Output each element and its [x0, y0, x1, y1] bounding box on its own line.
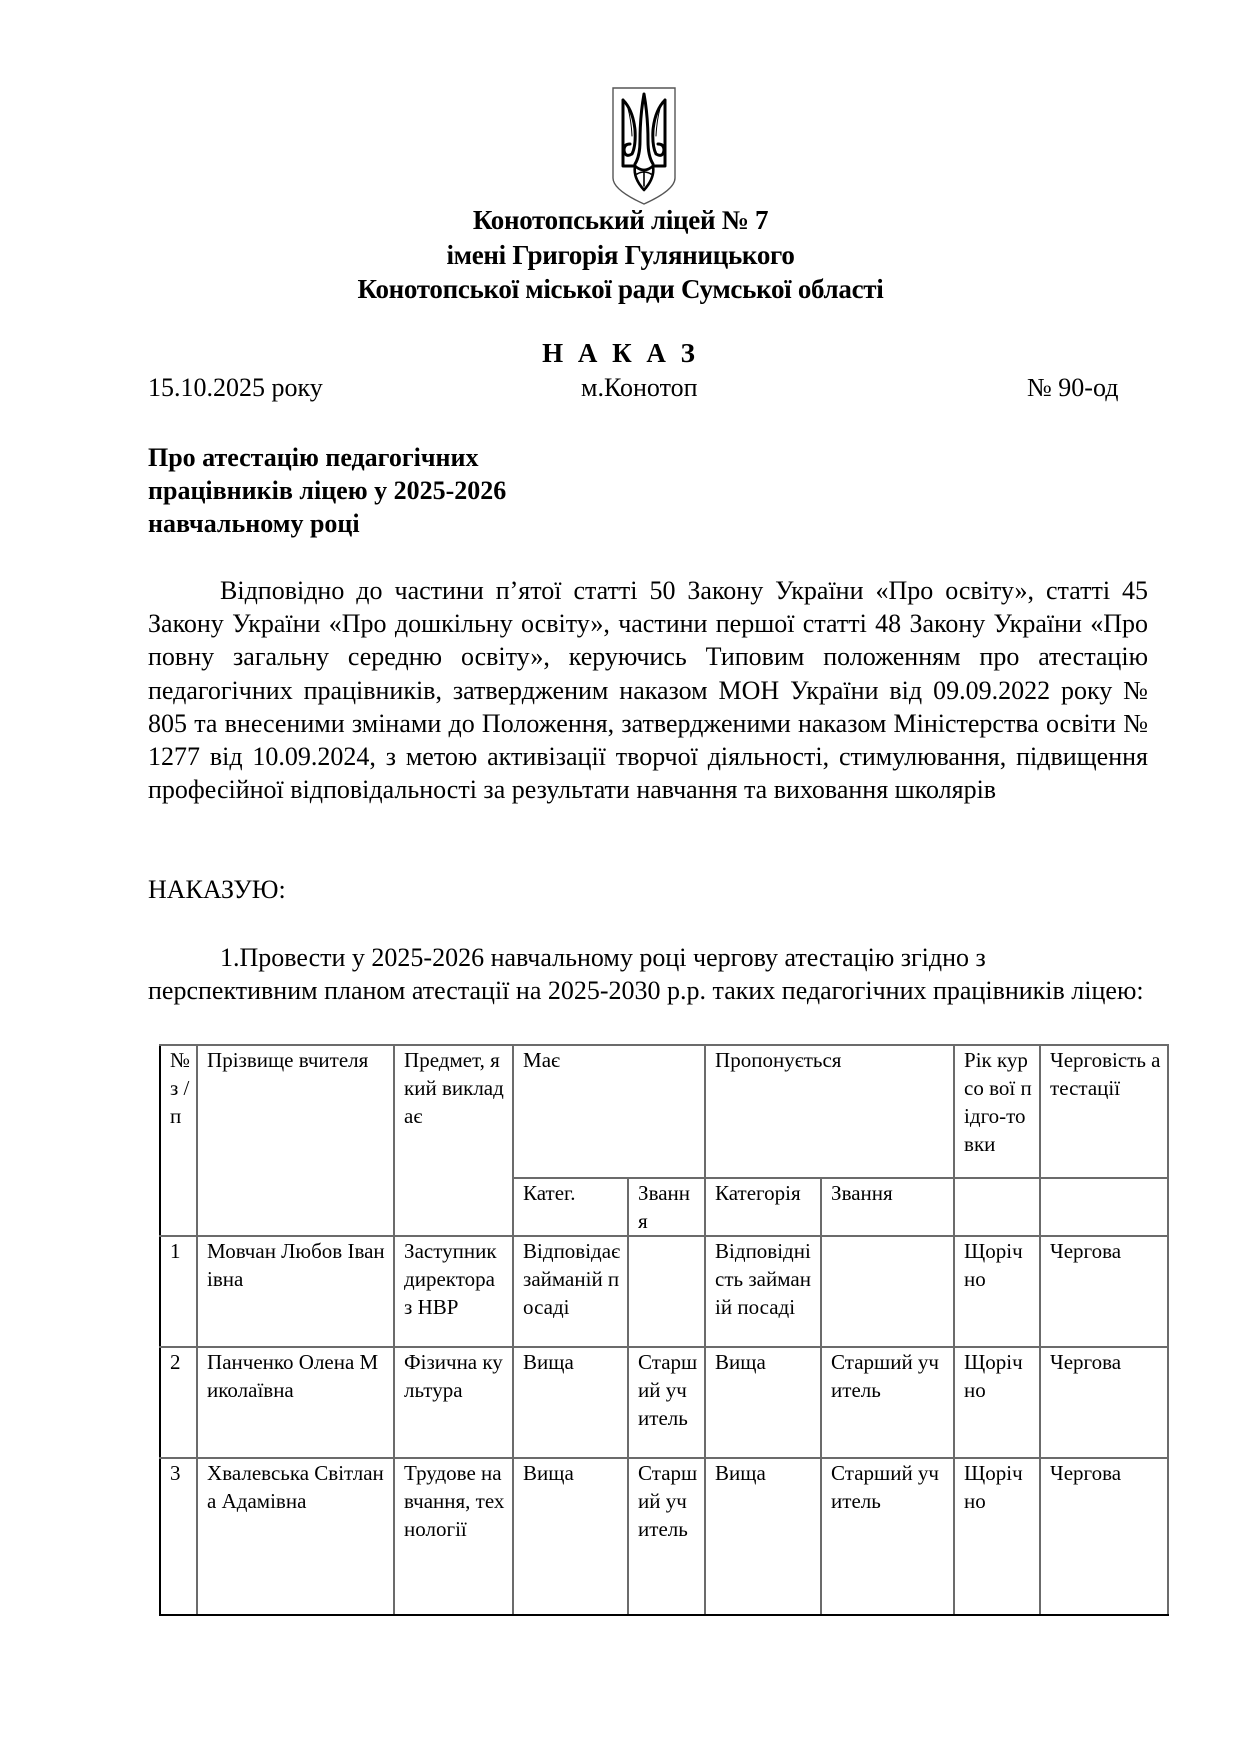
document-number: № 90-од	[1027, 373, 1119, 402]
cell-periodicity: Чергова	[1040, 1458, 1168, 1615]
document-type-title: Н А К А З	[542, 338, 699, 368]
cell-course-year: Щорічно	[954, 1458, 1040, 1615]
header-proposed-category: Категорія	[705, 1178, 821, 1236]
attestation-table	[159, 1044, 1169, 1616]
cell-name: Панченко Олена Миколаївна	[197, 1347, 394, 1458]
cell-course-year: Щорічно	[954, 1347, 1040, 1458]
header-proposed-title: Звання	[821, 1178, 954, 1236]
institution-name-line-1: Конотопський ліцей № 7	[472, 205, 769, 235]
cell-name: Мовчан Любов Іванівна	[197, 1236, 394, 1347]
header-has-title: Звання	[628, 1178, 705, 1236]
header-name: Прізвище вчителя	[197, 1045, 394, 1236]
header-periodicity: Черговість атестації	[1040, 1045, 1168, 1178]
cell-has-category: Відповідає займаній посаді	[513, 1236, 628, 1347]
order-item-1: 1.Провести у 2025-2026 навчальному році чергову атестацію згідно з перспективним планом атестації на 2025-2030 р.р. таких педагогічних працівників ліцею:	[148, 943, 1144, 1005]
cell-has-title: Старший учитель	[628, 1347, 705, 1458]
header-proposed: Пропонується	[705, 1045, 954, 1178]
preamble-paragraph: Відповідно до частини п’ятої статті 50 Закону України «Про освіту», статті 45 Закону України «Про дошкільну освіту», частини першої статті 48 Закону України «Про повну загальну середню освіту», керуючись Типовим положенням про атестацію педагогічних працівників, затвердженим наказом МОН України від 09.09.2022 року № 805 та внесеними змінами до Положення, затвердженими наказом Міністерства освіти № 1277 від 10.09.2024, з метою активізації творчої діяльності, стимулювання, підвищення професійної відповідальності за результати навчання та виховання школярів	[148, 576, 1148, 805]
header-subject: Предмет, який викладає	[394, 1045, 513, 1236]
order-heading: НАКАЗУЮ:	[148, 875, 286, 904]
cell-periodicity: Чергова	[1040, 1347, 1168, 1458]
table-row	[160, 1458, 1168, 1615]
cell-num: 3	[160, 1458, 197, 1615]
header-periodicity-empty	[1040, 1178, 1168, 1236]
table-row	[160, 1347, 1168, 1458]
subject-line-2: працівників ліцею у 2025-2026	[148, 476, 507, 505]
table-row	[160, 1236, 1168, 1347]
cell-name: Хвалевська Світлана Адамівна	[197, 1458, 394, 1615]
cell-subject: Фізична культура	[394, 1347, 513, 1458]
cell-proposed-title	[821, 1236, 954, 1347]
cell-course-year: Щорічно	[954, 1236, 1040, 1347]
ukraine-coat-of-arms-icon	[611, 86, 677, 206]
cell-proposed-title: Старший учитель	[821, 1347, 954, 1458]
header-course-year: Рік курсо вої підго-товки	[954, 1045, 1040, 1178]
cell-has-category: Вища	[513, 1347, 628, 1458]
header-has: Має	[513, 1045, 705, 1178]
cell-subject: Заступник директора з НВР	[394, 1236, 513, 1347]
cell-has-category: Вища	[513, 1458, 628, 1615]
cell-has-title	[628, 1236, 705, 1347]
header-num: № з / п	[160, 1045, 197, 1236]
cell-has-title: Старший учитель	[628, 1458, 705, 1615]
cell-proposed-category: Вища	[705, 1347, 821, 1458]
institution-name-line-3: Конотопської міської ради Сумської області	[357, 274, 884, 304]
document-date: 15.10.2025 року	[148, 373, 323, 402]
table-header-row	[160, 1045, 1168, 1178]
institution-name-line-2: імені Григорія Гуляницького	[446, 240, 795, 270]
subject-line-1: Про атестацію педагогічних	[148, 443, 479, 472]
cell-proposed-title: Старший учитель	[821, 1458, 954, 1615]
cell-num: 2	[160, 1347, 197, 1458]
cell-num: 1	[160, 1236, 197, 1347]
cell-proposed-category: Вища	[705, 1458, 821, 1615]
cell-periodicity: Чергова	[1040, 1236, 1168, 1347]
document-subject	[148, 441, 506, 540]
document-place: м.Конотоп	[581, 373, 698, 402]
cell-proposed-category: Відповідність займаній посаді	[705, 1236, 821, 1347]
header-course-year-empty	[954, 1178, 1040, 1236]
header-has-category: Катег.	[513, 1178, 628, 1236]
subject-line-3: навчальному році	[148, 509, 360, 538]
cell-subject: Трудове навчання, технології	[394, 1458, 513, 1615]
